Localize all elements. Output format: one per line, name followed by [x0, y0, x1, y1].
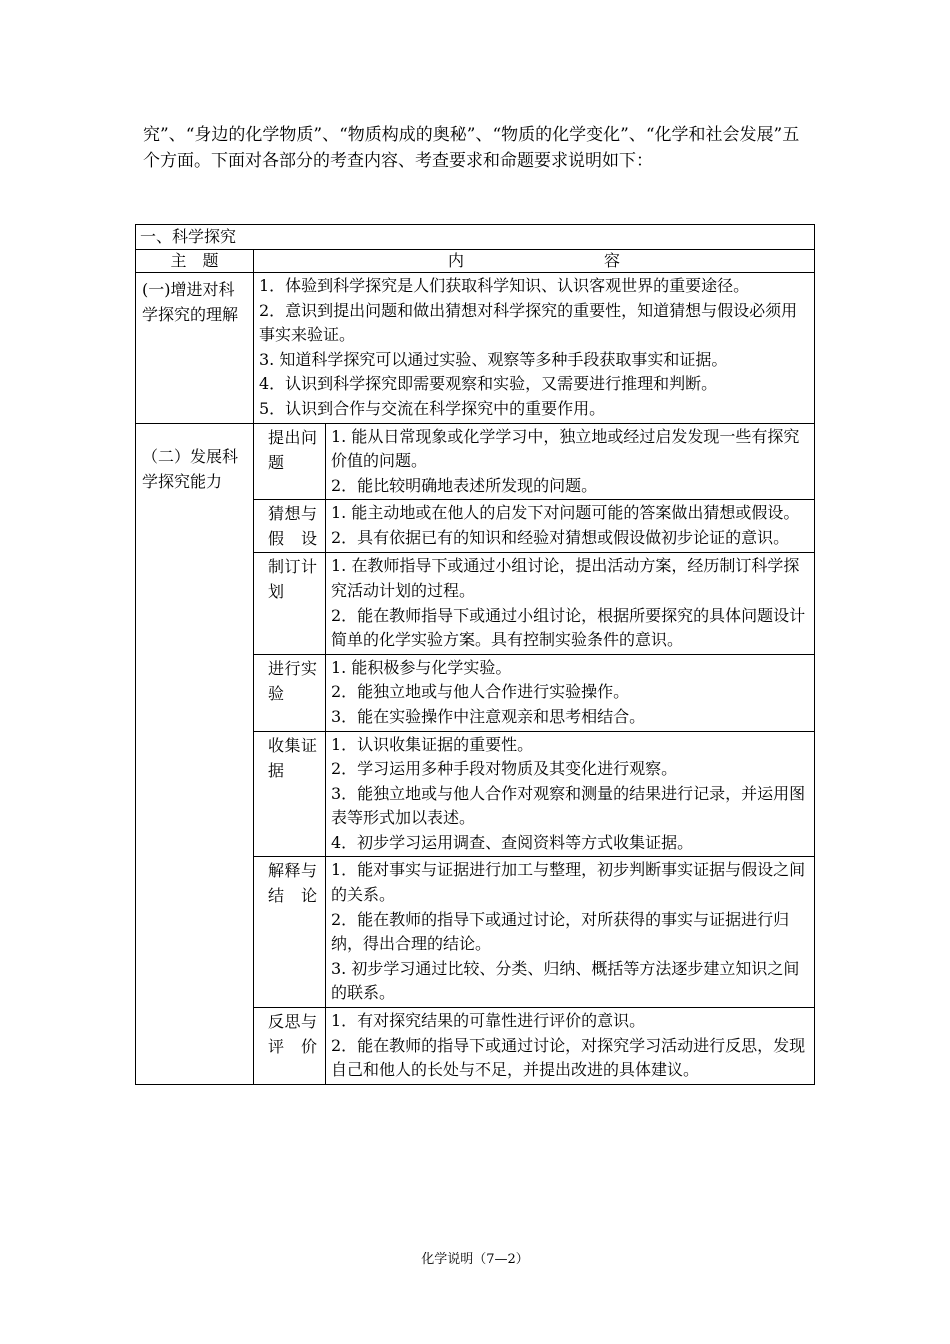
topic1-items [254, 273, 815, 424]
sub-topic-item: 3．能在实验操作中注意观亲和思考相结合。 [331, 706, 646, 726]
sub-topic-item: 1. 能从日常现象或化学学习中，独立地或经过启发发现一些有探究价值的问题。 [331, 426, 800, 471]
sub-topic-items [326, 500, 815, 553]
sub-topic-item: 1．认识收集证据的重要性。 [331, 734, 534, 754]
sub-topic-item: 2．学习运用多种手段对物质及其变化进行观察。 [331, 759, 678, 779]
sub-topic-items [326, 731, 815, 857]
sub-topic-item: 2．能在教师的指导下或通过讨论，对探究学习活动进行反思，发现自己和他人的长处与不足，并提出改进的具体建议。 [331, 1035, 806, 1080]
sub-topic-label: 提出问题 [254, 423, 326, 500]
sub-topic-label: 收集证据 [254, 731, 326, 857]
header-content-char-1: 内 [447, 251, 464, 270]
header-row [136, 250, 815, 273]
sub-topic-label: 制订计划 [254, 553, 326, 654]
sub-topic-item: 2．能独立地或与他人合作进行实验操作。 [331, 682, 630, 702]
topic1-item: 1．体验到科学探究是人们获取科学知识、认识客观世界的重要途径。 [259, 276, 750, 295]
sub-topic-item: 1. 能积极参与化学实验。 [331, 657, 512, 677]
sub-topic-items [326, 654, 815, 731]
sub-topic-label: 猜想与假设 [254, 500, 326, 553]
topic2-label: （二）发展科学探究能力 [136, 423, 254, 1084]
header-content-char-2: 容 [603, 251, 620, 270]
sub-topic-label: 解释与结论 [254, 857, 326, 1008]
sub-topic-item: 2．具有依据已有的知识和经验对猜想或假设做初步论证的意识。 [331, 527, 790, 547]
sub-topic-items [326, 553, 815, 654]
topic1-item: 4．认识到科学探究即需要观察和实验，又需要进行推理和判断。 [259, 374, 718, 394]
sub-topic-item: 1. 能主动地或在他人的启发下对问题可能的答案做出猜想或假设。 [331, 503, 800, 523]
sub-topic-item: 1．有对探究结果的可靠性进行评价的意识。 [331, 1011, 646, 1031]
section-title: 一、科学探究 [136, 225, 815, 250]
sub-topic-item: 3．能独立地或与他人合作对观察和测量的结果进行记录，并运用图表等形式加以表述。 [331, 783, 806, 828]
sub-topic-item: 2．能在教师指导下或通过小组讨论，根据所要探究的具体问题设计简单的化学实验方案。具有控制实验条件的意识。 [331, 605, 806, 650]
topic1-item: 2．意识到提出问题和做出猜想对科学探究的重要性，知道猜想与假设必须用事实来验证。 [259, 300, 798, 345]
topic1-item: 3. 知道科学探究可以通过实验、观察等多种手段获取事实和证据。 [259, 349, 728, 369]
topic1-row [136, 273, 815, 424]
sub-topic-items [326, 1008, 815, 1085]
sub-topic-label: 反思与评价 [254, 1008, 326, 1085]
topic1-label: (一)增进对科学探究的理解 [136, 273, 254, 424]
sub-topic-item: 1．能对事实与证据进行加工与整理，初步判断事实证据与假设之间的关系。 [331, 860, 806, 905]
sub-topic-item: 2．能比较明确地表述所发现的问题。 [331, 475, 598, 495]
header-content [254, 250, 815, 273]
topic1-item: 5．认识到合作与交流在科学探究中的重要作用。 [259, 398, 606, 418]
science-inquiry-table [135, 224, 815, 1085]
sub-topic-item: 1. 在教师指导下或通过小组讨论，提出活动方案，经历制订科学探究活动计划的过程。 [331, 556, 800, 600]
page-footer: 化学说明（7—2） [421, 1252, 529, 1267]
intro-paragraph: 究”、“身边的化学物质”、“物质构成的奥秘”、“物质的化学变化”、“化学和社会发展”五个方面。下面对各部分的考查内容、考查要求和命题要求说明如下： [143, 125, 800, 171]
sub-topic-items [326, 423, 815, 500]
sub-topic-items [326, 857, 815, 1008]
sub-topic-item: 3. 初步学习通过比较、分类、归纳、概括等方法逐步建立知识之间的联系。 [331, 958, 800, 1003]
sub-topic-item: 4．初步学习运用调查、查阅资料等方式收集证据。 [331, 832, 694, 852]
sub-topic-item: 2．能在教师的指导下或通过讨论，对所获得的事实与证据进行归纳，得出合理的结论。 [331, 909, 790, 954]
topic2-sub-row [136, 423, 815, 500]
section-title-row [136, 225, 815, 250]
header-topic: 主 题 [136, 250, 254, 273]
sub-topic-label: 进行实验 [254, 654, 326, 731]
